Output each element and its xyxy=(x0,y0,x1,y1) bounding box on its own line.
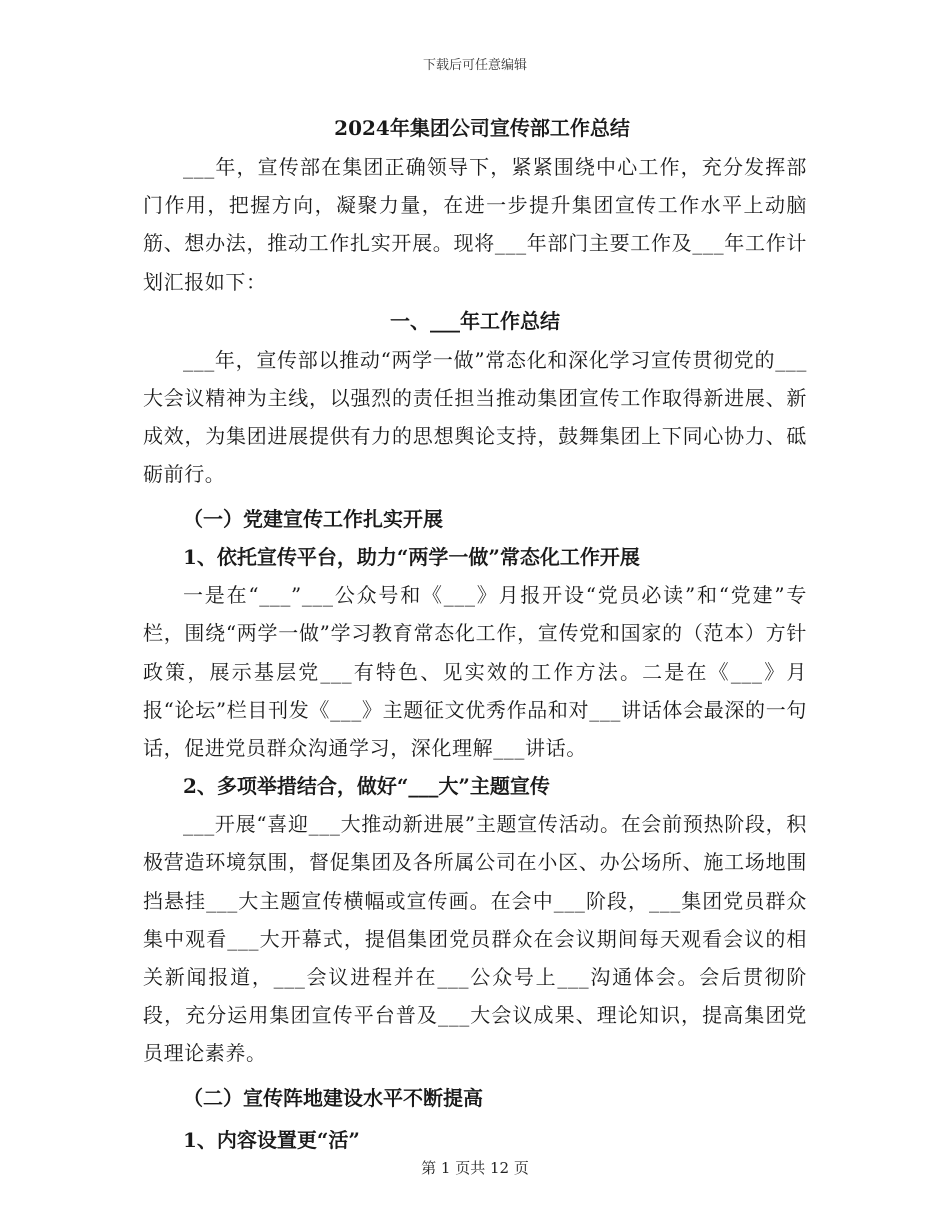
document-body xyxy=(143,108,807,1159)
header-note: 下载后可任意编辑 xyxy=(422,58,527,73)
document-title: 2024年集团公司宣传部工作总结 xyxy=(334,116,630,140)
item-heading-theme-publicity: 2、多项举措结合，做好“___大”主题宣传 xyxy=(183,774,550,799)
section-heading-summary: 一、___年工作总结 xyxy=(390,308,560,333)
item-heading-content-setting: 1、内容设置更“活” xyxy=(183,1128,360,1153)
page-number-footer: 第 1 页共 12 页 xyxy=(421,1159,529,1177)
section-summary-paragraph: ___年，宣传部以推动“两学一做”常态化和深化学习宣传贯彻党的___大会议精神为主线，以强烈的责任担当推动集团宣传工作取得新进展、新成效，为集团进展提供有力的思想舆论支持，鼓舞集团上下同心协力、砥砺前行。 xyxy=(143,347,807,487)
item-platform-paragraph: 一是在“___”___公众号和《___》月报开设“党员必读”和“党建”专栏，围绕“两学一做”学习教育常态化工作，宣传党和国家的（范本）方针政策，展示基层党___有特色、见实效的工作方法。二是在《___》月报“论坛”栏目刊发《___》主题征文优秀作品和对___讲话体会最深的一句话，促进党员群众沟通学习，深化理解___讲话。 xyxy=(143,583,807,760)
item-theme-publicity-paragraph: ___开展“喜迎___大推动新进展”主题宣传活动。在会前预热阶段，积极营造环境氛围，督促集团及各所属公司在小区、办公场所、施工场地围挡悬挂___大主题宣传横幅或宣传画。在会中___阶段，___集团党员群众集中观看___大开幕式，提倡集团党员群众在会议期间每天观看会议的相关新闻报道，___会议进程并在___公众号上___沟通体会。会后贯彻阶段，充分运用集团宣传平台普及___大会议成果、理论知识，提高集团党员理论素养。 xyxy=(143,812,807,1066)
intro-paragraph: ___年，宣传部在集团正确领导下，紧紧围绕中心工作，充分发挥部门作用，把握方向，凝聚力量，在进一步提升集团宣传工作水平上动脑筋、想办法，推动工作扎实开展。现将___年部门主要工作及___年工作计划汇报如下： xyxy=(143,155,807,294)
subsection-heading-party-building: （一）党建宣传工作扎实开展 xyxy=(183,506,443,531)
subsection-heading-position-building: （二）宣传阵地建设水平不断提高 xyxy=(183,1085,483,1110)
item-heading-platform: 1、依托宣传平台，助力“两学一做”常态化工作开展 xyxy=(183,545,640,570)
